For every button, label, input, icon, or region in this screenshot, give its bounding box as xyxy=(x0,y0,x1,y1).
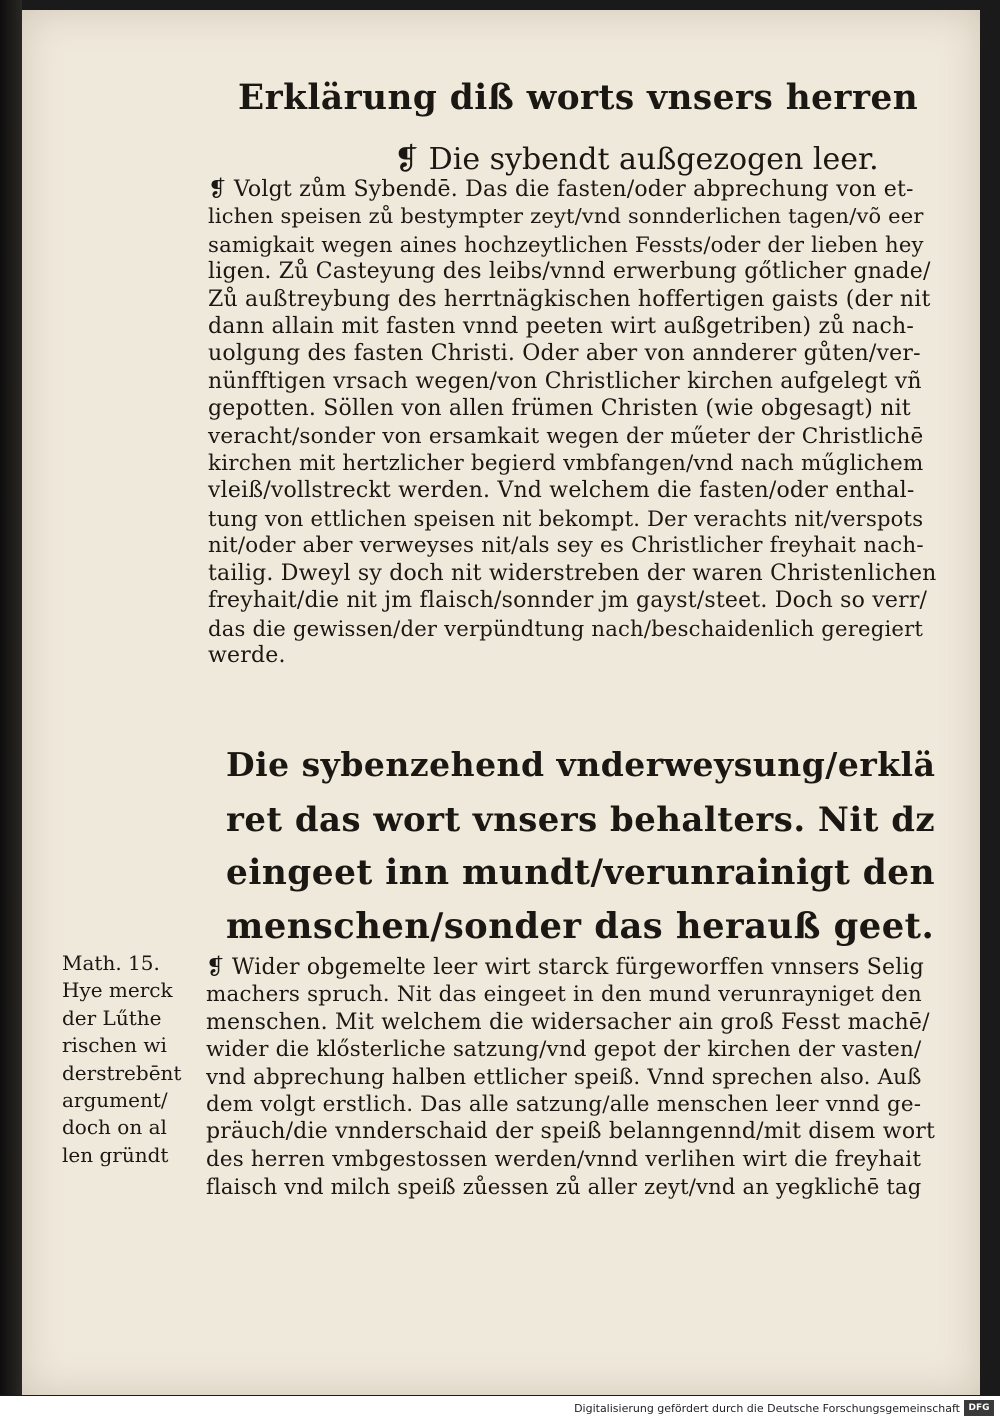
section-subhead: ❡ Die sybendt außgezogen leer. xyxy=(394,142,879,177)
marginal-line: doch on al xyxy=(62,1115,167,1140)
marginal-line: der Lűthe xyxy=(62,1005,162,1030)
text-line: kirchen mit hertzlicher begierd vmbfangen/vnd nach műglichem xyxy=(208,451,924,477)
footer-bar xyxy=(0,1396,1000,1422)
funding-credit: Digitalisierung gefördert durch die Deutsche Forschungsgemeinschaft xyxy=(574,1402,960,1415)
text-line: gepotten. Söllen von allen frümen Christen (wie obgesagt) nit xyxy=(208,396,911,422)
marginal-line: len gründt xyxy=(62,1142,169,1167)
text-line: vleiß/vollstreckt werden. Vnd welchem die fasten/oder enthal- xyxy=(208,478,915,504)
text-line: dem volgt erstlich. Das alle satzung/alle menschen leer vnnd ge- xyxy=(206,1092,922,1118)
text-line: des herren vmbgestossen werden/vnnd verlihen wirt die freyhait xyxy=(206,1146,922,1172)
text-line: vnd abprechung halben ettlicher speiß. Vnnd sprechen also. Auß xyxy=(206,1064,922,1090)
marginal-line: rischen wi xyxy=(62,1033,167,1058)
body-text-block-1 xyxy=(208,176,938,669)
text-line: nünfftigen vrsach wegen/von Christlicher kirchen aufgelegt vñ xyxy=(208,368,922,394)
text-line: Zů außtreybung des herrtnägkischen hoffertigen gaists (der nit xyxy=(208,286,931,312)
heading-line: menschen/sonder das herauß geet. xyxy=(226,906,935,947)
text-line: freyhait/die nit jm flaisch/sonnder jm gayst/steet. Doch so verr/ xyxy=(208,588,928,614)
text-line: machers spruch. Nit das eingeet in den mund verunrayniget den xyxy=(206,982,922,1008)
text-line: präuch/die vnnderschaid der speiß belanngennd/mit disem wort xyxy=(206,1119,936,1145)
text-line: menschen. Mit welchem die widersacher ain groß Fesst machē/ xyxy=(206,1009,930,1035)
marginal-line: Math. 15. xyxy=(62,951,160,975)
text-line: flaisch vnd milch speiß zůessen zů aller zeyt/vnd an yegklichē tag xyxy=(206,1174,922,1200)
text-line: wider die klősterliche satzung/vnd gepot der kirchen der vasten/ xyxy=(206,1037,922,1063)
text-line: ligen. Zů Casteyung des leibs/vnnd erwerbung gőtlicher gnade/ xyxy=(208,259,931,285)
book-edge xyxy=(0,0,22,1395)
marginal-line: Hye merck xyxy=(62,978,173,1003)
heading-line: Die sybenzehend vnderweysung/erklä xyxy=(226,745,936,784)
marginal-line: argument/ xyxy=(62,1088,168,1113)
text-line: das die gewissen/der verpündtung nach/beschaidenlich geregiert xyxy=(208,615,924,641)
text-line: lichen speisen zů bestympter zeyt/vnd sonnderlichen tagen/võ eer xyxy=(208,204,924,229)
text-line: ❡ Volgt zům Sybendē. Das die fasten/oder abprechung von et- xyxy=(208,177,914,202)
text-line: uolgung des fasten Christi. Oder aber von annderer gůten/ver- xyxy=(208,341,921,367)
text-line: samigkait wegen aines hochzeytlichen Fessts/oder der lieben hey xyxy=(208,231,924,257)
running-head: Erklärung diß worts vnsers herren xyxy=(238,78,919,118)
text-line: veracht/sonder von ersamkait wegen der műeter der Christlichē xyxy=(208,423,924,449)
marginal-line: derstrebēnt xyxy=(62,1060,182,1085)
chapter-heading xyxy=(226,738,946,954)
text-line: tailig. Dweyl sy doch nit widerstreben der waren Christenlichen xyxy=(208,560,937,586)
text-line: werde. xyxy=(208,642,286,668)
text-line: nit/oder aber verweyses nit/als sey es Christlicher freyhait nach- xyxy=(208,533,924,559)
text-line: ❡ Wider obgemelte leer wirt starck fürgeworffen vnnsers Selig xyxy=(206,955,925,980)
text-line: tung von ettlichen speisen nit bekompt. Der verachts nit/verspots xyxy=(208,505,924,531)
marginal-note xyxy=(62,950,202,1169)
dfg-logo: DFG xyxy=(964,1400,994,1416)
body-text-block-2 xyxy=(206,954,936,1201)
heading-line: eingeet inn mundt/verunrainigt den xyxy=(226,853,936,893)
heading-line: ret das wort vnsers behalters. Nit dz xyxy=(226,799,936,839)
text-line: dann allain mit fasten vnnd peeten wirt außgetriben) zů nach- xyxy=(208,314,915,340)
